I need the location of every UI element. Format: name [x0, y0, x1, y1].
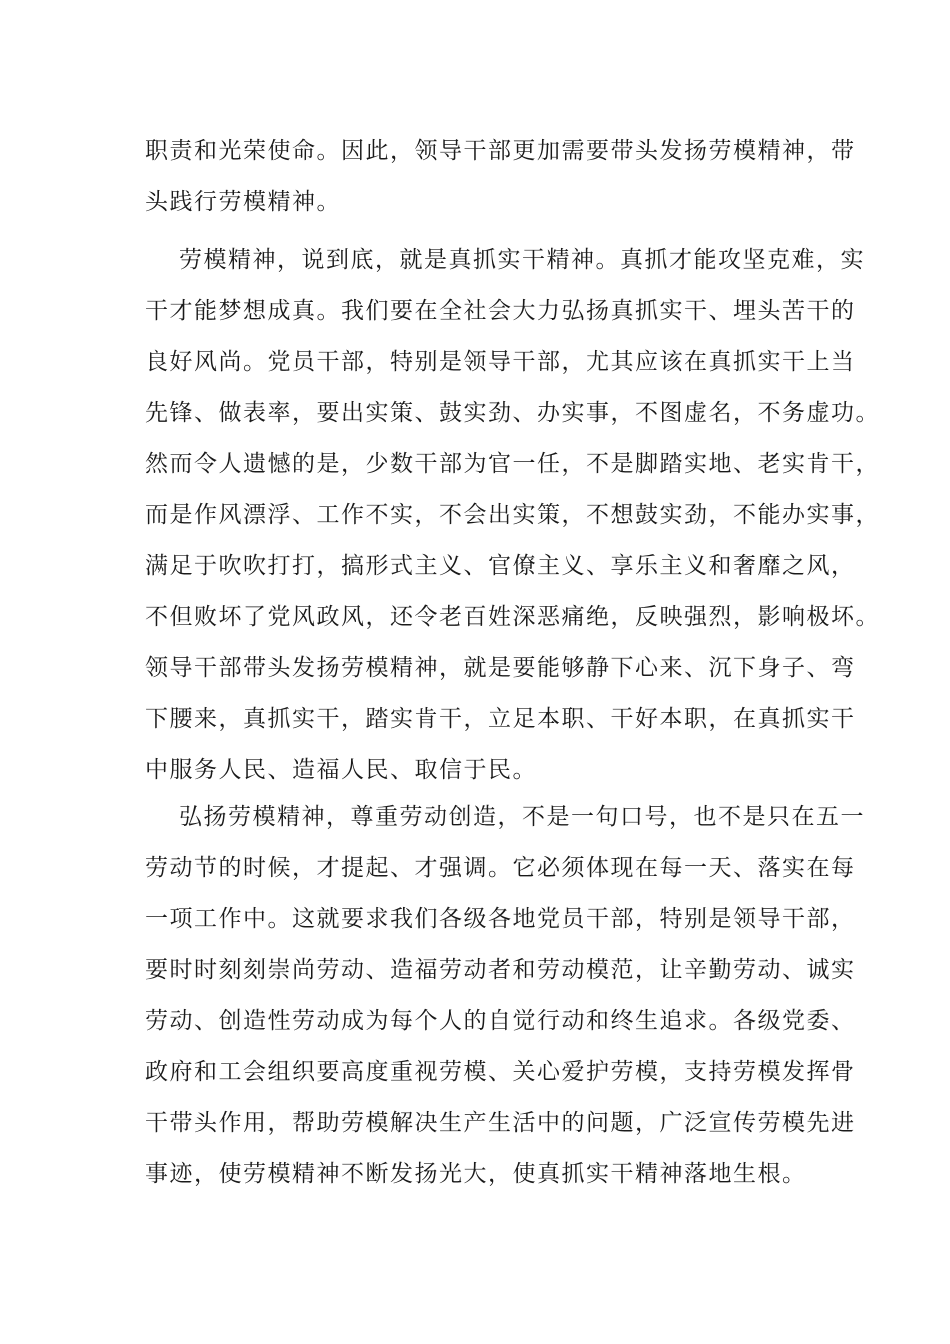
text-line: 劳动、创造性劳动成为每个人的自觉行动和终生追求。各级党委、 [145, 1008, 856, 1034]
text-line: 干才能梦想成真。我们要在全社会大力弘扬真抓实干、埋头苦干的 [145, 298, 856, 324]
paragraph-3 [145, 792, 865, 1200]
text-line: 一项工作中。这就要求我们各级各地党员干部，特别是领导干部， [145, 906, 856, 932]
text-line: 而是作风漂浮、工作不实，不会出实策，不想鼓实劲，不能办实事， [145, 502, 880, 528]
text-line: 头践行劳模精神。 [145, 189, 341, 215]
text-line: 干带头作用，帮助劳模解决生产生活中的问题，广泛宣传劳模先进 [145, 1110, 856, 1136]
text-line: 不但败坏了党风政风，还令老百姓深恶痛绝，反映强烈，影响极坏。 [145, 604, 880, 630]
paragraph-2 [145, 235, 880, 796]
text-line: 职责和光荣使命。因此，领导干部更加需要带头发扬劳模精神，带 [145, 138, 856, 164]
paragraph-1 [145, 126, 856, 228]
text-line: 然而令人遗憾的是，少数干部为官一任，不是脚踏实地、老实肯干， [145, 451, 880, 477]
text-line: 要时时刻刻崇尚劳动、造福劳动者和劳动模范，让辛勤劳动、诚实 [145, 957, 856, 983]
text-line: 良好风尚。党员干部，特别是领导干部，尤其应该在真抓实干上当 [145, 349, 856, 375]
text-line: 劳动节的时候，才提起、才强调。它必须体现在每一天、落实在每 [145, 855, 856, 881]
text-line: 弘扬劳模精神，尊重劳动创造，不是一句口号，也不是只在五一 [179, 804, 865, 830]
text-line: 满足于吹吹打打，搞形式主义、官僚主义、享乐主义和奢靡之风， [145, 553, 856, 579]
text-line: 政府和工会组织要高度重视劳模、关心爱护劳模，支持劳模发挥骨 [145, 1059, 856, 1085]
text-line: 先锋、做表率，要出实策、鼓实劲、办实事，不图虚名，不务虚功。 [145, 400, 880, 426]
text-line: 下腰来，真抓实干，踏实肯干，立足本职、干好本职，在真抓实干 [145, 706, 856, 732]
text-line: 劳模精神，说到底，就是真抓实干精神。真抓才能攻坚克难，实 [179, 247, 865, 273]
text-line: 事迹，使劳模精神不断发扬光大，使真抓实干精神落地生根。 [145, 1161, 807, 1187]
text-line: 中服务人民、造福人民、取信于民。 [145, 757, 537, 783]
text-line: 领导干部带头发扬劳模精神，就是要能够静下心来、沉下身子、弯 [145, 655, 856, 681]
